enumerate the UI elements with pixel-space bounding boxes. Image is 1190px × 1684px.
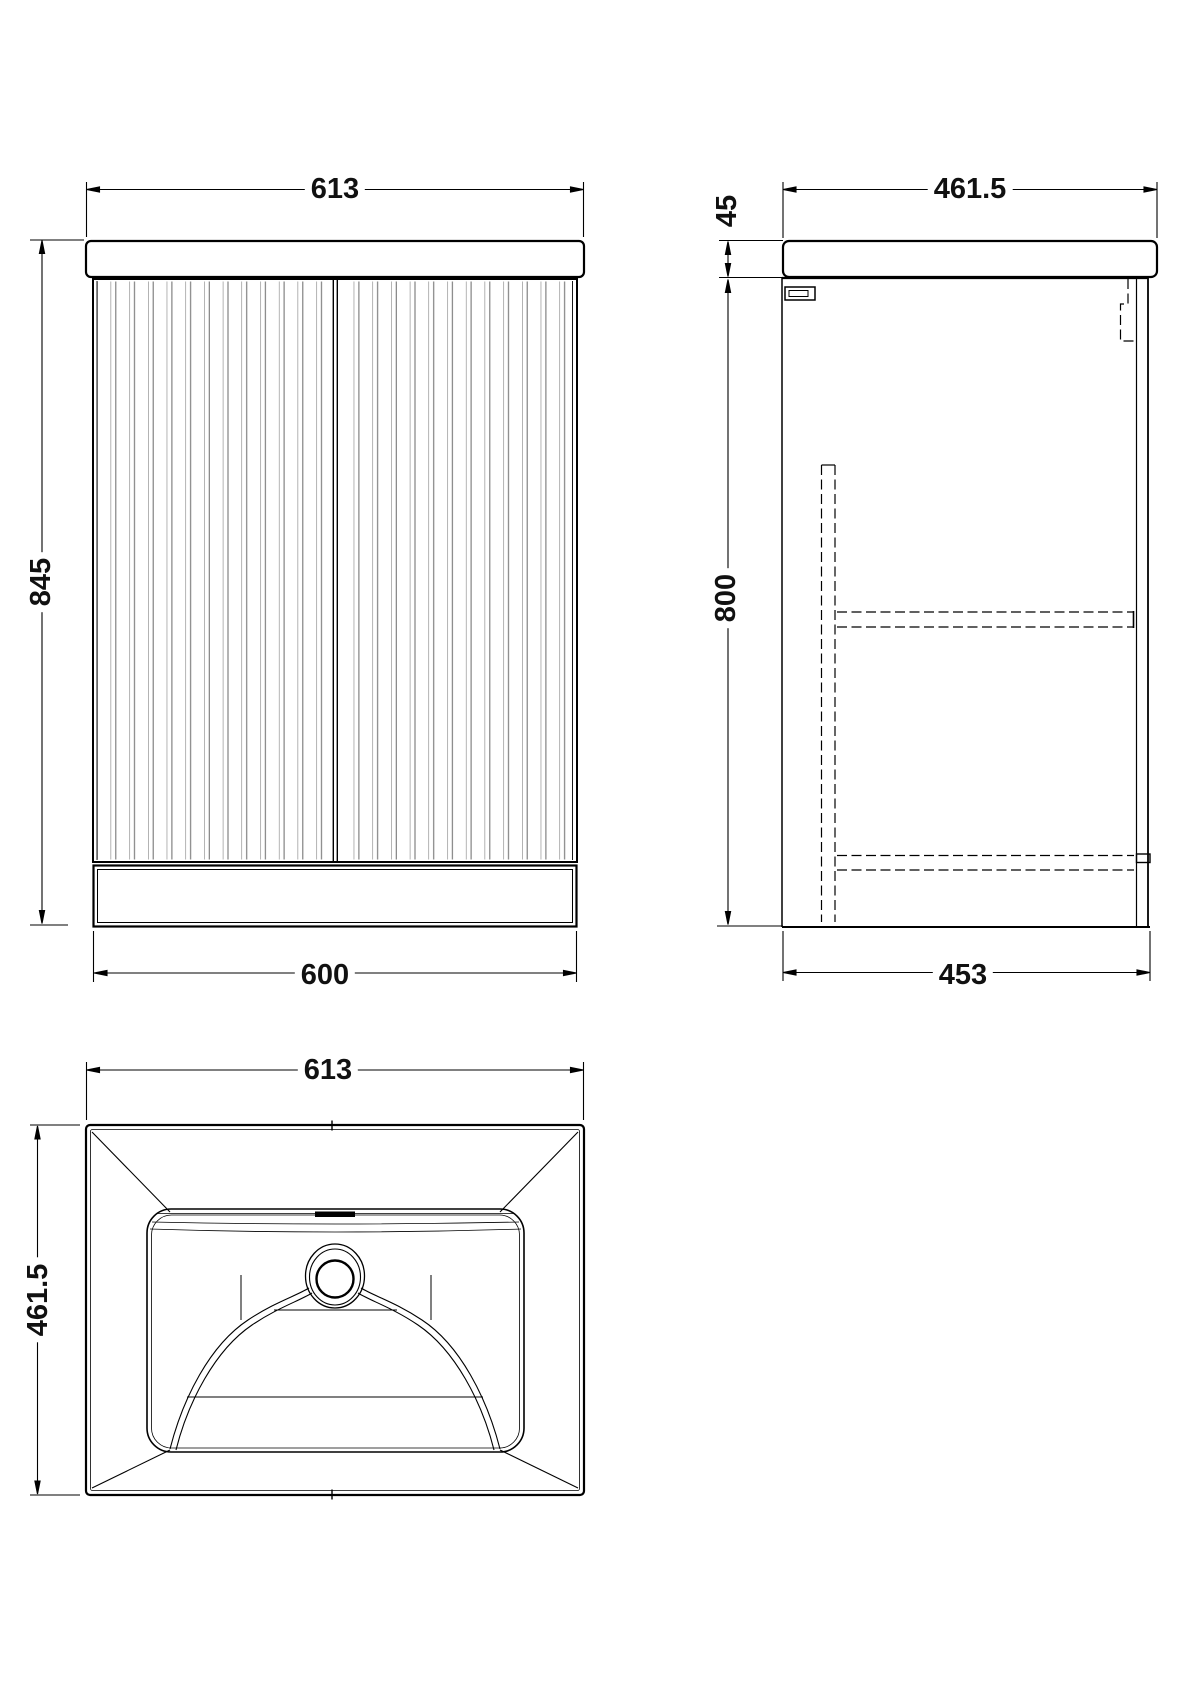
front-bottom-width-dimension-label: 600: [295, 960, 355, 990]
front-plinth: [94, 866, 577, 927]
side-cabinet-height-dimension-label: 800: [711, 568, 741, 628]
plan-bowl-slope: [170, 1288, 309, 1449]
front-view: [86, 241, 584, 927]
plan-width-dimension-label: 613: [298, 1055, 358, 1085]
plan-basin-rim: [147, 1209, 524, 1452]
side-view: [782, 241, 1157, 927]
plan-depth-dimension-label: 461.5: [23, 1258, 53, 1343]
front-top-width-dimension-label: 613: [305, 174, 365, 204]
front-left-door-fluting: [97, 282, 331, 860]
side-worktop-thickness-dimension-label: 45: [712, 189, 742, 233]
side-bracket-hidden: [1121, 279, 1137, 341]
plan-view: [86, 1121, 584, 1500]
side-view-dimensions: [717, 182, 1157, 981]
side-worktop: [783, 241, 1157, 277]
front-right-door-fluting: [342, 282, 575, 860]
plan-overflow-slot: [315, 1212, 355, 1218]
front-worktop: [86, 241, 584, 277]
plan-view-dimensions: [30, 1062, 584, 1495]
side-bottom-depth-dimension-label: 453: [933, 960, 993, 990]
front-height-dimension-label: 845: [26, 552, 56, 612]
side-top-depth-dimension-label: 461.5: [928, 174, 1013, 204]
plan-corner-slope: [92, 1132, 170, 1212]
